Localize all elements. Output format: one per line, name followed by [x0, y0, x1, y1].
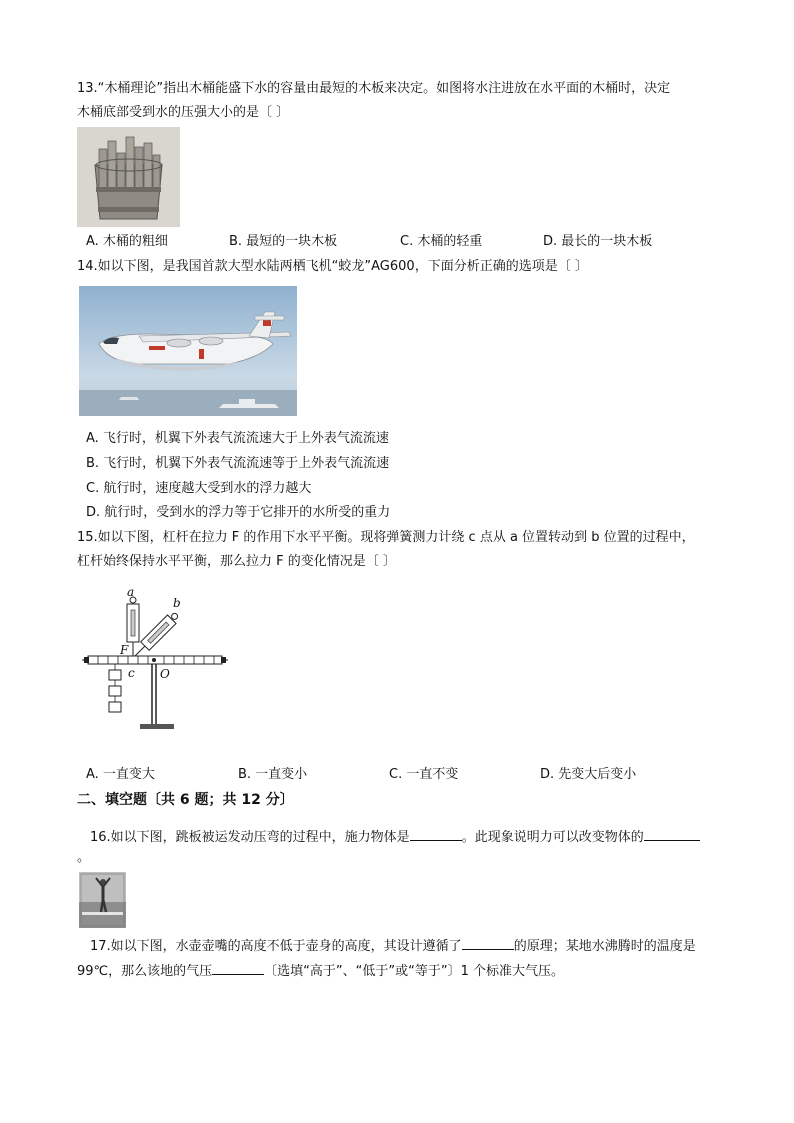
q17-text-4: 〔选填“高于”、“低于”或“等于”〕1 个标准大气压。	[264, 964, 564, 979]
diving-board-image	[79, 872, 126, 928]
section-heading: 二、填空题〔共 6 题；共 12 分〕	[77, 792, 294, 808]
label-f: F	[120, 643, 129, 657]
q15-option-d: D. 先变大后变小	[540, 767, 637, 782]
label-c: c	[128, 666, 135, 680]
q13-option-d: D. 最长的一块木板	[543, 234, 653, 249]
q17-text-2: 的原理；某地水沸腾时的温度是	[513, 939, 696, 954]
q15-option-b: B. 一直变小	[238, 767, 308, 782]
q13-line2: 木桶底部受到水的压强大小的是〔 〕	[77, 105, 290, 120]
q14-option-d: D. 航行时，受到水的浮力等于它排开的水所受的重力	[86, 505, 391, 520]
q16-line1	[90, 826, 700, 847]
q14-line1: 14.如以下图，是我国首款大型水陆两栖飞机“蛟龙”AG600，下面分析正确的选项是〔 〕	[77, 259, 588, 274]
q13-option-c: C. 木桶的轻重	[400, 234, 483, 249]
q14-option-c: C. 航行时，速度越大受到水的浮力越大	[86, 481, 312, 496]
q15-line2: 杠杆始终保持水平平衡，那么拉力 F 的变化情况是〔 〕	[77, 554, 396, 569]
label-b: b	[173, 596, 181, 610]
q14-option-b: B. 飞行时，机翼下外表气流流速等于上外表气流流速	[86, 456, 390, 471]
q16-blank-2[interactable]	[644, 826, 700, 841]
q16-text-1: 16.如以下图，跳板被运发动压弯的过程中，施力物体是	[90, 830, 410, 845]
q17-blank-2[interactable]	[212, 960, 264, 975]
q13-line1: 13.“木桶理论”指出木桶能盛下水的容量由最短的木板来决定。如图将水注进放在水平面的木桶时，决定	[77, 81, 671, 96]
q13-option-b: B. 最短的一块木板	[229, 234, 338, 249]
q16-line2: 。	[77, 850, 91, 865]
q14-option-a: A. 飞行时，机翼下外表气流流速大于上外表气流流速	[86, 431, 389, 446]
q17-line1	[90, 935, 696, 956]
label-o: O	[160, 667, 170, 681]
label-a: a	[127, 585, 135, 599]
q16-text-2: 。此现象说明力可以改变物体的	[461, 830, 644, 845]
q15-line1: 15.如以下图，杠杆在拉力 F 的作用下水平平衡。现将弹簧测力计绕 c 点从 a 位置转动到 b 位置的过程中，	[77, 530, 695, 545]
q17-blank-1[interactable]	[462, 935, 514, 950]
wooden-barrel-image	[77, 127, 180, 227]
q15-option-c: C. 一直不变	[389, 767, 459, 782]
q17-line2	[77, 960, 564, 981]
q15-option-a: A. 一直变大	[86, 767, 155, 782]
q17-text-1: 17.如以下图，水壶壶嘴的高度不低于壶身的高度，其设计遵循了	[90, 939, 462, 954]
q13-option-a: A. 木桶的粗细	[86, 234, 168, 249]
q17-text-3: 99℃，那么该地的气压	[77, 964, 213, 979]
q16-blank-1[interactable]	[410, 826, 462, 841]
lever-diagram	[82, 584, 232, 746]
amphibious-aircraft-image	[79, 286, 297, 416]
